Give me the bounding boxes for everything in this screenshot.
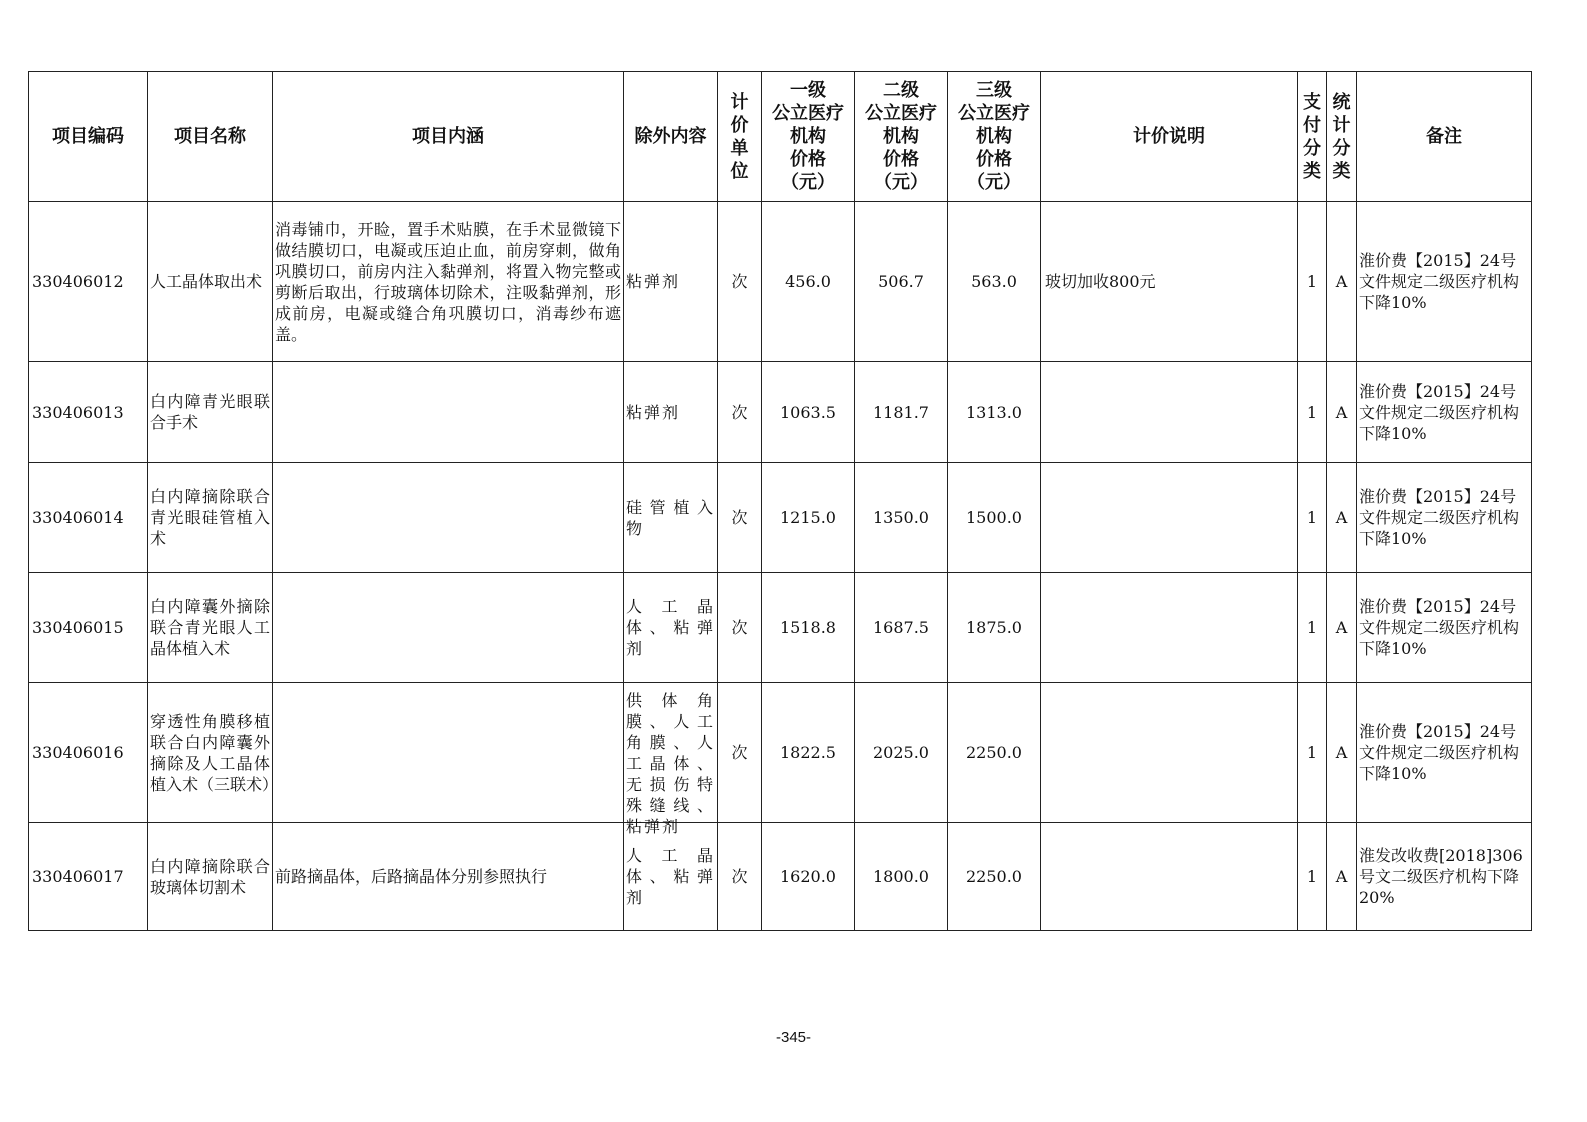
cell-statistic: A	[1327, 823, 1357, 931]
cell-code: 330406017	[29, 823, 148, 931]
cell-remark: 淮价费【2015】24号文件规定二级医疗机构下降10%	[1357, 573, 1532, 683]
cell-name: 穿透性角膜移植联合白内障囊外摘除及人工晶体植入术（三联术）	[148, 683, 273, 823]
cell-statistic: A	[1327, 362, 1357, 463]
header-content: 项目内涵	[273, 72, 624, 202]
cell-statistic: A	[1327, 202, 1357, 362]
cell-exclusion: 粘弹剂	[624, 202, 718, 362]
table-row	[29, 362, 1532, 463]
cell-pricing-note: 玻切加收800元	[1041, 202, 1298, 362]
header-statistic: 统计分类	[1327, 72, 1357, 202]
cell-exclusion: 人工晶体、粘弹剂	[624, 823, 718, 931]
cell-unit: 次	[718, 463, 762, 573]
cell-price-level3: 1500.0	[948, 463, 1041, 573]
cell-statistic: A	[1327, 573, 1357, 683]
cell-statistic: A	[1327, 683, 1357, 823]
cell-name: 白内障摘除联合玻璃体切割术	[148, 823, 273, 931]
cell-remark: 淮价费【2015】24号文件规定二级医疗机构下降10%	[1357, 362, 1532, 463]
header-row	[29, 72, 1532, 202]
cell-price-level3: 563.0	[948, 202, 1041, 362]
cell-remark: 淮价费【2015】24号文件规定二级医疗机构下降10%	[1357, 463, 1532, 573]
cell-payment: 1	[1298, 202, 1327, 362]
cell-price-level1: 456.0	[762, 202, 855, 362]
cell-exclusion-text: 供体角膜、人工角膜、人工晶体、无损伤特殊缝线、粘弹剂	[626, 690, 715, 836]
cell-content	[273, 573, 624, 683]
header-payment: 支付分类	[1298, 72, 1327, 202]
table-row	[29, 823, 1532, 931]
cell-unit: 次	[718, 823, 762, 931]
header-name: 项目名称	[148, 72, 273, 202]
cell-price-level3: 1875.0	[948, 573, 1041, 683]
cell-exclusion	[624, 683, 718, 836]
cell-payment: 1	[1298, 823, 1327, 931]
cell-price-level1: 1518.8	[762, 573, 855, 683]
price-table	[28, 71, 1532, 931]
cell-price-level3: 1313.0	[948, 362, 1041, 463]
cell-statistic: A	[1327, 463, 1357, 573]
cell-content: 消毒铺巾，开睑，置手术贴膜，在手术显微镜下做结膜切口，电凝或压迫止血，前房穿刺，做角巩膜切口，前房内注入黏弹剂，将置入物完整或剪断后取出，行玻璃体切除术，注吸黏弹剂，形成前房，电凝或缝合角巩膜切口，消毒纱布遮盖。	[273, 202, 624, 362]
header-remark: 备注	[1357, 72, 1532, 202]
cell-price-level1: 1063.5	[762, 362, 855, 463]
cell-code: 330406016	[29, 683, 148, 823]
cell-price-level1: 1822.5	[762, 683, 855, 823]
cell-exclusion: 硅管植入物	[624, 463, 718, 573]
cell-payment: 1	[1298, 362, 1327, 463]
header-price-level3: 三级 公立医疗 机构 价格 （元）	[948, 72, 1041, 202]
page-number: -345-	[775, 1029, 812, 1046]
header-price-level1: 一级 公立医疗 机构 价格 （元）	[762, 72, 855, 202]
cell-pricing-note	[1041, 683, 1298, 823]
cell-price-level2: 2025.0	[855, 683, 948, 823]
header-code: 项目编码	[29, 72, 148, 202]
cell-pricing-note	[1041, 573, 1298, 683]
cell-code: 330406013	[29, 362, 148, 463]
cell-unit: 次	[718, 202, 762, 362]
cell-unit: 次	[718, 683, 762, 823]
cell-unit: 次	[718, 573, 762, 683]
cell-pricing-note	[1041, 362, 1298, 463]
table-row	[29, 683, 1532, 823]
table-row	[29, 202, 1532, 362]
cell-remark: 淮发改收费[2018]306号文二级医疗机构下降20%	[1357, 823, 1532, 931]
cell-content: 前路摘晶体，后路摘晶体分别参照执行	[273, 823, 624, 931]
cell-exclusion: 人工晶体、粘弹剂	[624, 573, 718, 683]
cell-price-level2: 1800.0	[855, 823, 948, 931]
cell-pricing-note	[1041, 463, 1298, 573]
table-row	[29, 573, 1532, 683]
cell-name: 白内障青光眼联合手术	[148, 362, 273, 463]
header-price-level2: 二级 公立医疗 机构 价格 （元）	[855, 72, 948, 202]
table-row	[29, 463, 1532, 573]
cell-pricing-note	[1041, 823, 1298, 931]
header-unit: 计价单位	[718, 72, 762, 202]
cell-price-level2: 506.7	[855, 202, 948, 362]
header-pricing-note: 计价说明	[1041, 72, 1298, 202]
cell-payment: 1	[1298, 683, 1327, 823]
cell-name: 白内障囊外摘除联合青光眼人工晶体植入术	[148, 573, 273, 683]
cell-code: 330406014	[29, 463, 148, 573]
cell-price-level3: 2250.0	[948, 683, 1041, 823]
cell-payment: 1	[1298, 463, 1327, 573]
cell-remark: 淮价费【2015】24号文件规定二级医疗机构下降10%	[1357, 202, 1532, 362]
header-exclusion: 除外内容	[624, 72, 718, 202]
cell-price-level1: 1215.0	[762, 463, 855, 573]
cell-price-level3: 2250.0	[948, 823, 1041, 931]
cell-price-level2: 1181.7	[855, 362, 948, 463]
cell-code: 330406015	[29, 573, 148, 683]
cell-content	[273, 362, 624, 463]
cell-price-level1: 1620.0	[762, 823, 855, 931]
cell-exclusion: 粘弹剂	[624, 362, 718, 463]
cell-content	[273, 683, 624, 823]
cell-name: 白内障摘除联合青光眼硅管植入术	[148, 463, 273, 573]
cell-name: 人工晶体取出术	[148, 202, 273, 362]
cell-content	[273, 463, 624, 573]
cell-code: 330406012	[29, 202, 148, 362]
cell-unit: 次	[718, 362, 762, 463]
cell-remark: 淮价费【2015】24号文件规定二级医疗机构下降10%	[1357, 683, 1532, 823]
cell-price-level2: 1687.5	[855, 573, 948, 683]
cell-payment: 1	[1298, 573, 1327, 683]
cell-price-level2: 1350.0	[855, 463, 948, 573]
